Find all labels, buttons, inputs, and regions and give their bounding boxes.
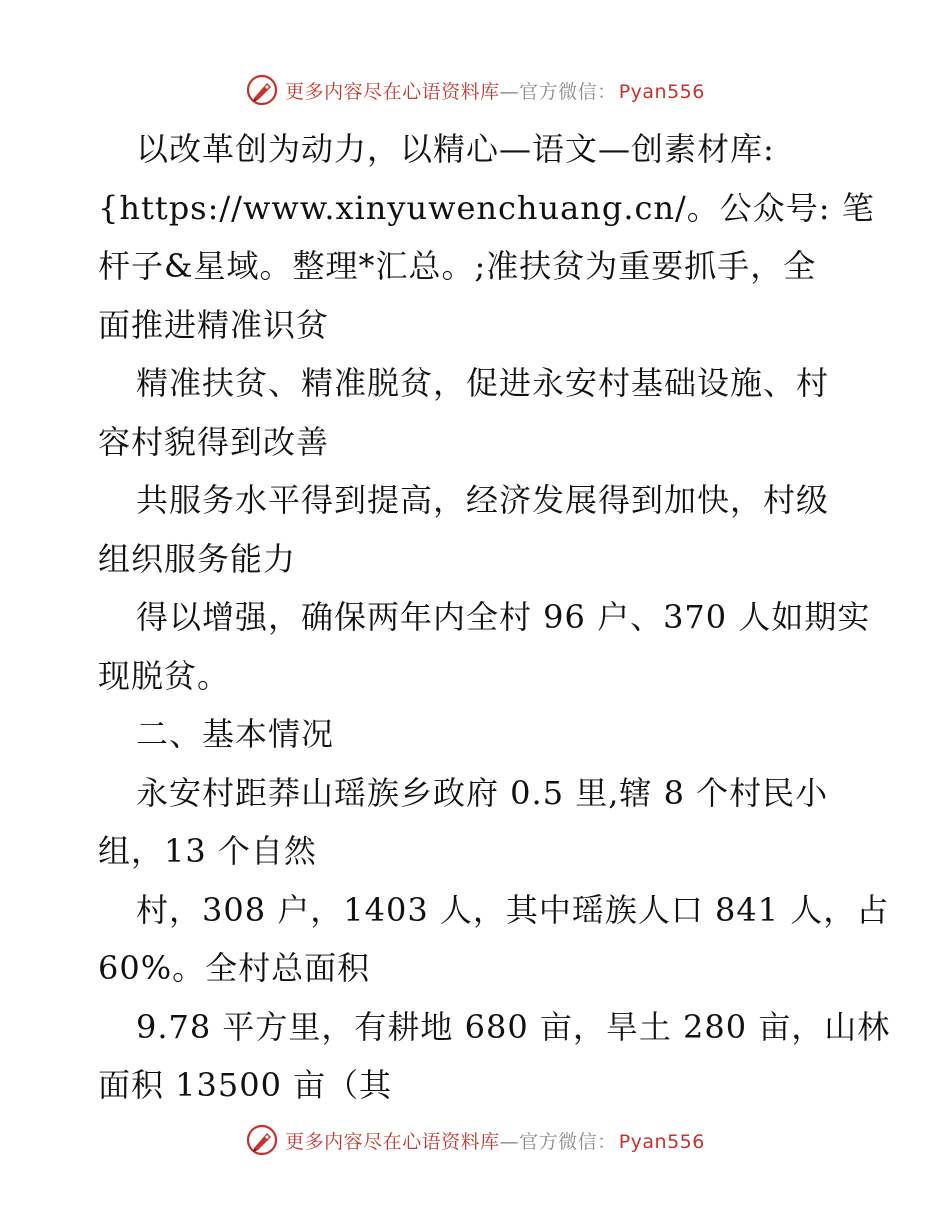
watermark-account-id: Pyan556	[618, 80, 705, 103]
pen-nib-logo-icon	[245, 73, 279, 107]
text-line: 组织服务能力	[98, 539, 297, 578]
pen-nib-logo-icon	[245, 1123, 279, 1157]
text-line: 9.78 平方里，有耕地 680 亩，旱土 280 亩，山林	[136, 1007, 891, 1046]
text-line: 村，308 户，1403 人，其中瑶族人口 841 人，占	[136, 890, 890, 929]
text-line: 共服务水平得到提高，经济发展得到加快，村级	[136, 481, 830, 519]
section-heading: 二、基本情况	[136, 715, 335, 753]
text-line: 现脱贫。	[98, 656, 231, 695]
watermark-separator: —	[499, 80, 520, 103]
header-watermark	[0, 70, 950, 110]
text-line: 以改革创为动力，以精心—语文—创素材库:	[136, 130, 775, 168]
text-line: 杆子&星域。整理*汇总。;准扶贫为重要抓手，全	[98, 247, 817, 285]
watermark-account-id: Pyan556	[618, 1130, 705, 1153]
watermark-main-text: 更多内容尽在心语资料库	[285, 1130, 500, 1153]
text-line: 容村貌得到改善	[98, 422, 330, 461]
text-line: {https://www.xinyuwenchuang.cn/。公众号: 笔	[98, 188, 875, 227]
watermark-account-label: 官方微信：	[519, 80, 617, 103]
watermark-main-text: 更多内容尽在心语资料库	[285, 80, 500, 103]
text-line: 60%。全村总面积	[98, 949, 371, 987]
text-line: 组，13 个自然	[98, 832, 317, 870]
document-body	[98, 120, 891, 1115]
text-line: 永安村距莽山瑶族乡政府 0.5 里,辖 8 个村民小	[136, 773, 829, 812]
text-line: 得以增强，确保两年内全村 96 户、370 人如期实	[136, 598, 871, 636]
footer-watermark	[0, 1120, 950, 1160]
text-line: 面推进精准识贫	[98, 305, 330, 344]
watermark-account-label: 官方微信：	[519, 1130, 617, 1153]
text-line: 面积 13500 亩（其	[98, 1066, 393, 1104]
watermark-separator: —	[499, 1130, 520, 1153]
text-line: 精准扶贫、精准脱贫，促进永安村基础设施、村	[136, 364, 830, 402]
